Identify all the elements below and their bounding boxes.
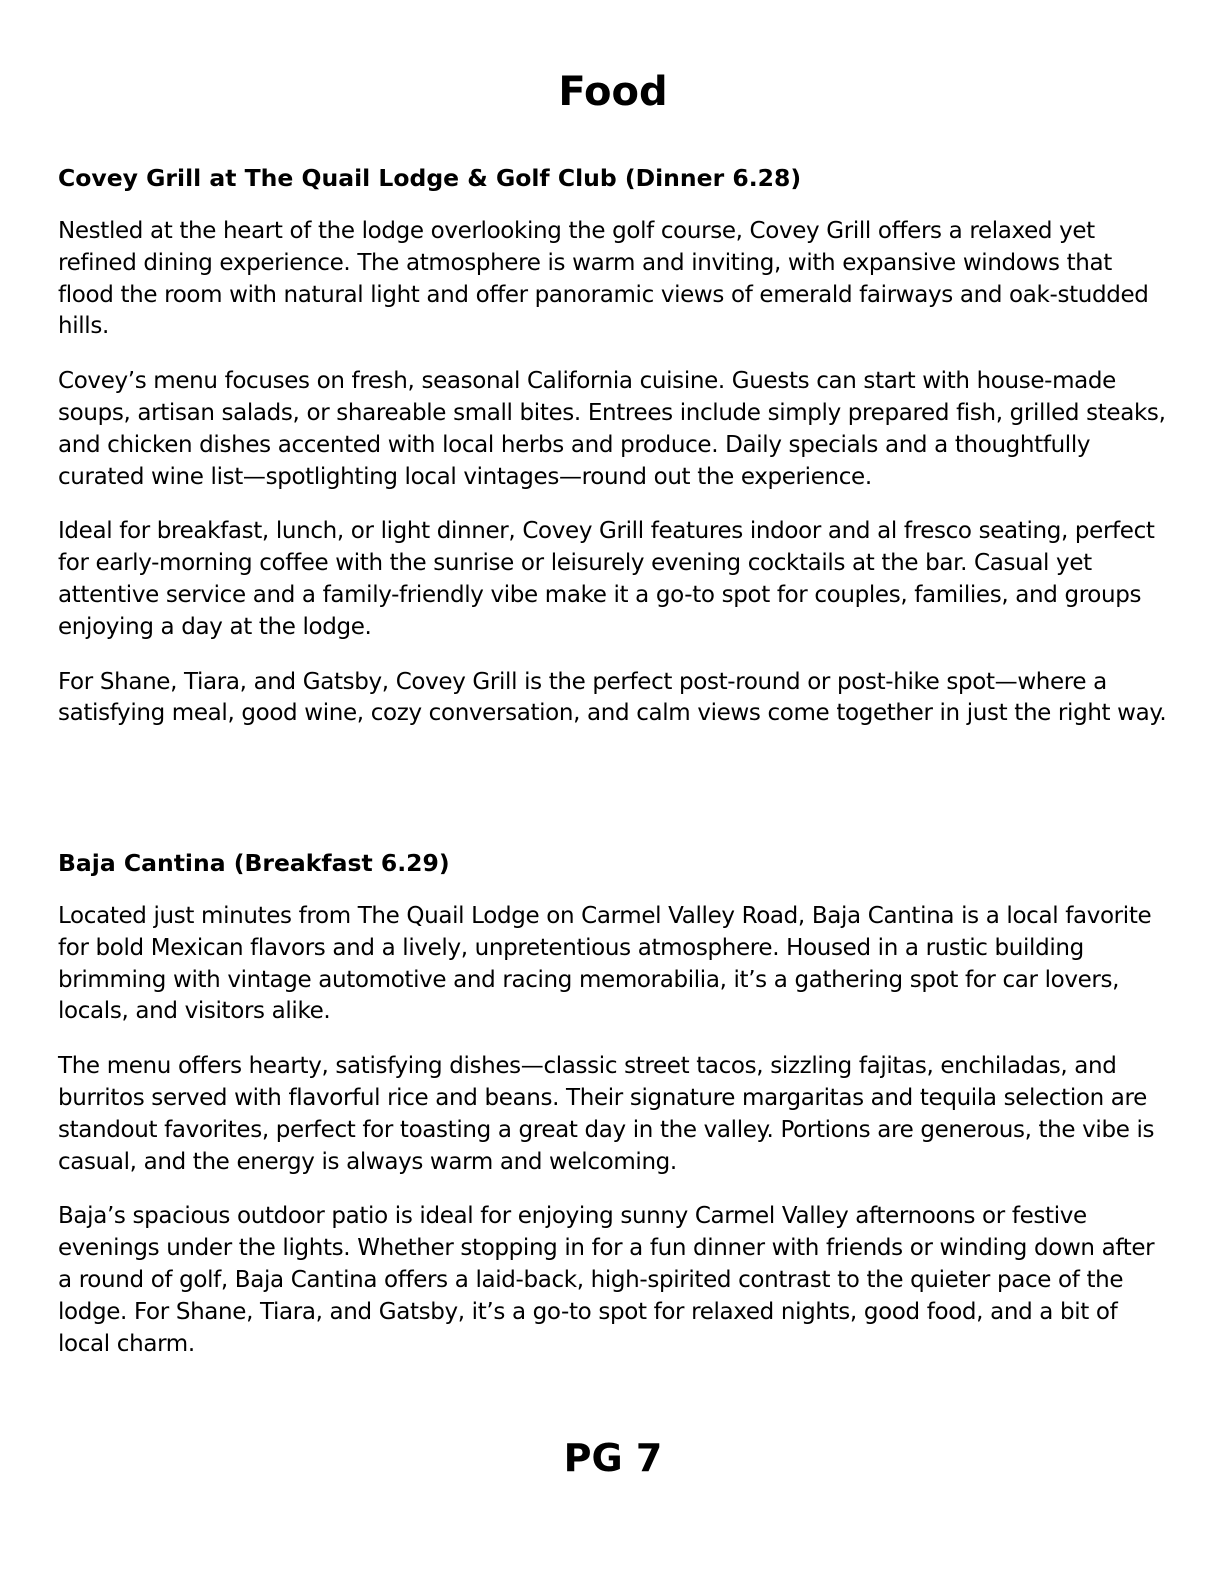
section-heading: Baja Cantina (Breakfast 6.29) <box>58 849 450 877</box>
paragraph: For Shane, Tiara, and Gatsby, Covey Grill is the perfect post-round or post-hike spot—where a satisfying meal, good wine, cozy conversation, and calm views come together in just the right way. <box>58 668 1167 727</box>
document-page <box>58 0 1168 1584</box>
paragraph: Covey’s menu focuses on fresh, seasonal California cuisine. Guests can start with house-made soups, artisan salads, or shareable small bites. Entrees include simply prepared fish, grilled steaks, and chicken dishes accented with local herbs and produce. Daily specials and a thoughtfully curated wine list—spotlighting local vintages—round out the experience. <box>58 368 1166 490</box>
paragraph: Nestled at the heart of the lodge overlooking the golf course, Covey Grill offers a relaxed yet refined dining experience. The atmosphere is warm and inviting, with expansive windows that flood the room with natural light and offer panoramic views of emerald fairways and oak-studded hills. <box>58 218 1149 340</box>
paragraph: The menu offers hearty, satisfying dishes—classic street tacos, sizzling fajitas, enchiladas, and burritos served with flavorful rice and beans. Their signature margaritas and tequila selection are standout favorites, perfect for toasting a great day in the valley. Portions are generous, the vibe is casual, and the energy is always warm and welcoming. <box>58 1053 1155 1175</box>
paragraph: Baja’s spacious outdoor patio is ideal for enjoying sunny Carmel Valley afternoons or festive evenings under the lights. Whether stopping in for a fun dinner with friends or winding down after a round of golf, Baja Cantina offers a laid-back, high-spirited contrast to the quieter pace of the lodge. For Shane, Tiara, and Gatsby, it’s a go-to spot for relaxed nights, good food, and a bit of local charm. <box>58 1203 1155 1357</box>
paragraph: Located just minutes from The Quail Lodge on Carmel Valley Road, Baja Cantina is a local favorite for bold Mexican flavors and a lively, unpretentious atmosphere. Housed in a rustic building brimming with vintage automotive and racing memorabilia, it’s a gathering spot for car lovers, locals, and visitors alike. <box>58 903 1152 1025</box>
page-number: PG 7 <box>563 1436 663 1480</box>
page-title: Food <box>558 69 668 115</box>
section-baja-cantina <box>58 845 1168 1383</box>
paragraph: Ideal for breakfast, lunch, or light dinner, Covey Grill features indoor and al fresco seating, perfect for early-morning coffee with the sunrise or leisurely evening cocktails at the bar. Casual yet attentive service and a family-friendly vibe make it a go-to spot for couples, families, and groups enjoying a day at the lodge. <box>58 518 1155 640</box>
section-covey-grill <box>58 160 1168 753</box>
section-heading: Covey Grill at The Quail Lodge & Golf Club (Dinner 6.28) <box>58 164 802 192</box>
